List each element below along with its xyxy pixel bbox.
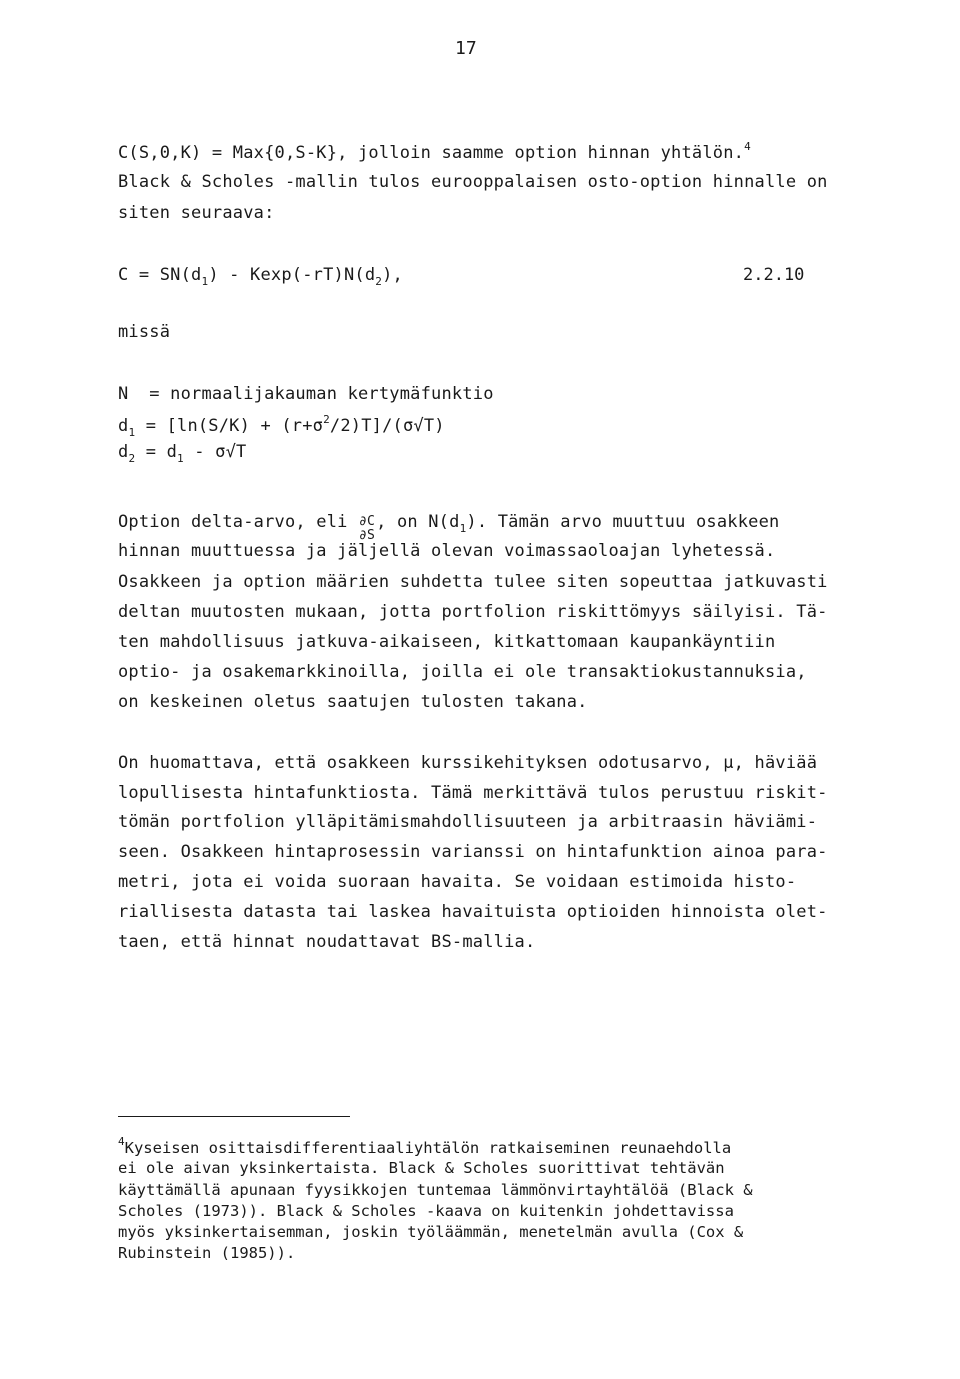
delta-line-3: Osakkeen ja option määrien suhdetta tulee siten sopeuttaa jatkuvasti xyxy=(118,572,828,592)
intro-line-3: siten seuraava: xyxy=(118,203,275,223)
definition-d1: $d_1 = [\ln(S/K) + (r+\sigma^2/2)T]/(\sigma√T)$ xyxy=(118,413,445,439)
delta-line-1: Option delta-arvo, eli ∂C ∂S , on $N(d_1)$. Tämän arvo muuttuu osakkeen xyxy=(118,512,780,543)
mu-line-7: taen, että hinnat noudattavat BS-mallia. xyxy=(118,932,536,952)
page-number: 17 xyxy=(455,38,477,59)
definition-n: N = normaalijakauman kertymäfunktio xyxy=(118,384,494,404)
footnote-line-6: Rubinstein (1985)). xyxy=(118,1244,296,1262)
intro-line-2: Black & Scholes -mallin tulos eurooppalaisen osto-option hinnalle on xyxy=(118,172,828,192)
equation-number: 2.2.10 xyxy=(743,265,805,285)
footnote-line-2: ei ole aivan yksinkertaista. Black & Scholes suorittivat tehtävän xyxy=(118,1159,725,1177)
footnote-marker: 4 xyxy=(118,1135,125,1148)
intro-line-1: C(S,0,K) = Max{0,S-K}, jolloin saamme option hinnan yhtälön.$^4$ xyxy=(118,140,751,163)
definition-d2: $d_2 = d_1 - \sigma√T$ xyxy=(118,442,247,465)
missa-label: missä xyxy=(118,322,171,342)
delta-line-2: hinnan muuttuessa ja jäljellä olevan voimassaoloajan lyhetessä. xyxy=(118,541,776,561)
black-scholes-equation: $C = SN(d_1) - Kexp(-rT)N(d_2)$, xyxy=(118,265,403,288)
footnote-divider xyxy=(118,1116,350,1117)
footnote-line-1: $^4$Kyseisen osittaisdifferentiaaliyhtälön ratkaiseminen reunaehdolla xyxy=(118,1135,732,1157)
mu-line-5: metri, jota ei voida suoraan havaita. Se voidaan estimoida histo- xyxy=(118,872,797,892)
delta-line-5: ten mahdollisuus jatkuva-aikaiseen, kitkattomaan kaupankäyntiin xyxy=(118,632,776,652)
mu-line-6: riallisesta datasta tai laskea havaituista optioiden hinnoista olet- xyxy=(118,902,828,922)
mu-line-4: seen. Osakkeen hintaprosessin varianssi on hintafunktion ainoa para- xyxy=(118,842,828,862)
footnote-line-4: Scholes (1973)). Black & Scholes -kaava on kuitenkin johdettavissa xyxy=(118,1202,734,1220)
mu-line-1: On huomattava, että osakkeen kurssikehityksen odotusarvo, μ, häviää xyxy=(118,753,818,773)
footnote-line-5: myös yksinkertaisemman, joskin työläämmän, menetelmän avulla (Cox & xyxy=(118,1223,744,1241)
delta-line-6: optio- ja osakemarkkinoilla, joilla ei ole transaktiokustannuksia, xyxy=(118,662,807,682)
mu-line-3: tömän portfolion ylläpitämismahdollisuuteen ja arbitraasin häviämi- xyxy=(118,812,818,832)
delta-line-4: deltan muutosten mukaan, jotta portfolion riskittömyys säilyisi. Tä- xyxy=(118,602,828,622)
mu-line-2: lopullisesta hintafunktiosta. Tämä merkittävä tulos perustuu riskit- xyxy=(118,783,828,803)
partial-derivative-fraction: ∂C ∂S xyxy=(359,514,376,543)
footnote-reference: 4 xyxy=(744,140,751,153)
delta-line-7: on keskeinen oletus saatujen tulosten takana. xyxy=(118,692,588,712)
footnote-line-3: käyttämällä apunaan fyysikkojen tuntemaa lämmönvirtayhtälöä (Black & xyxy=(118,1181,753,1199)
